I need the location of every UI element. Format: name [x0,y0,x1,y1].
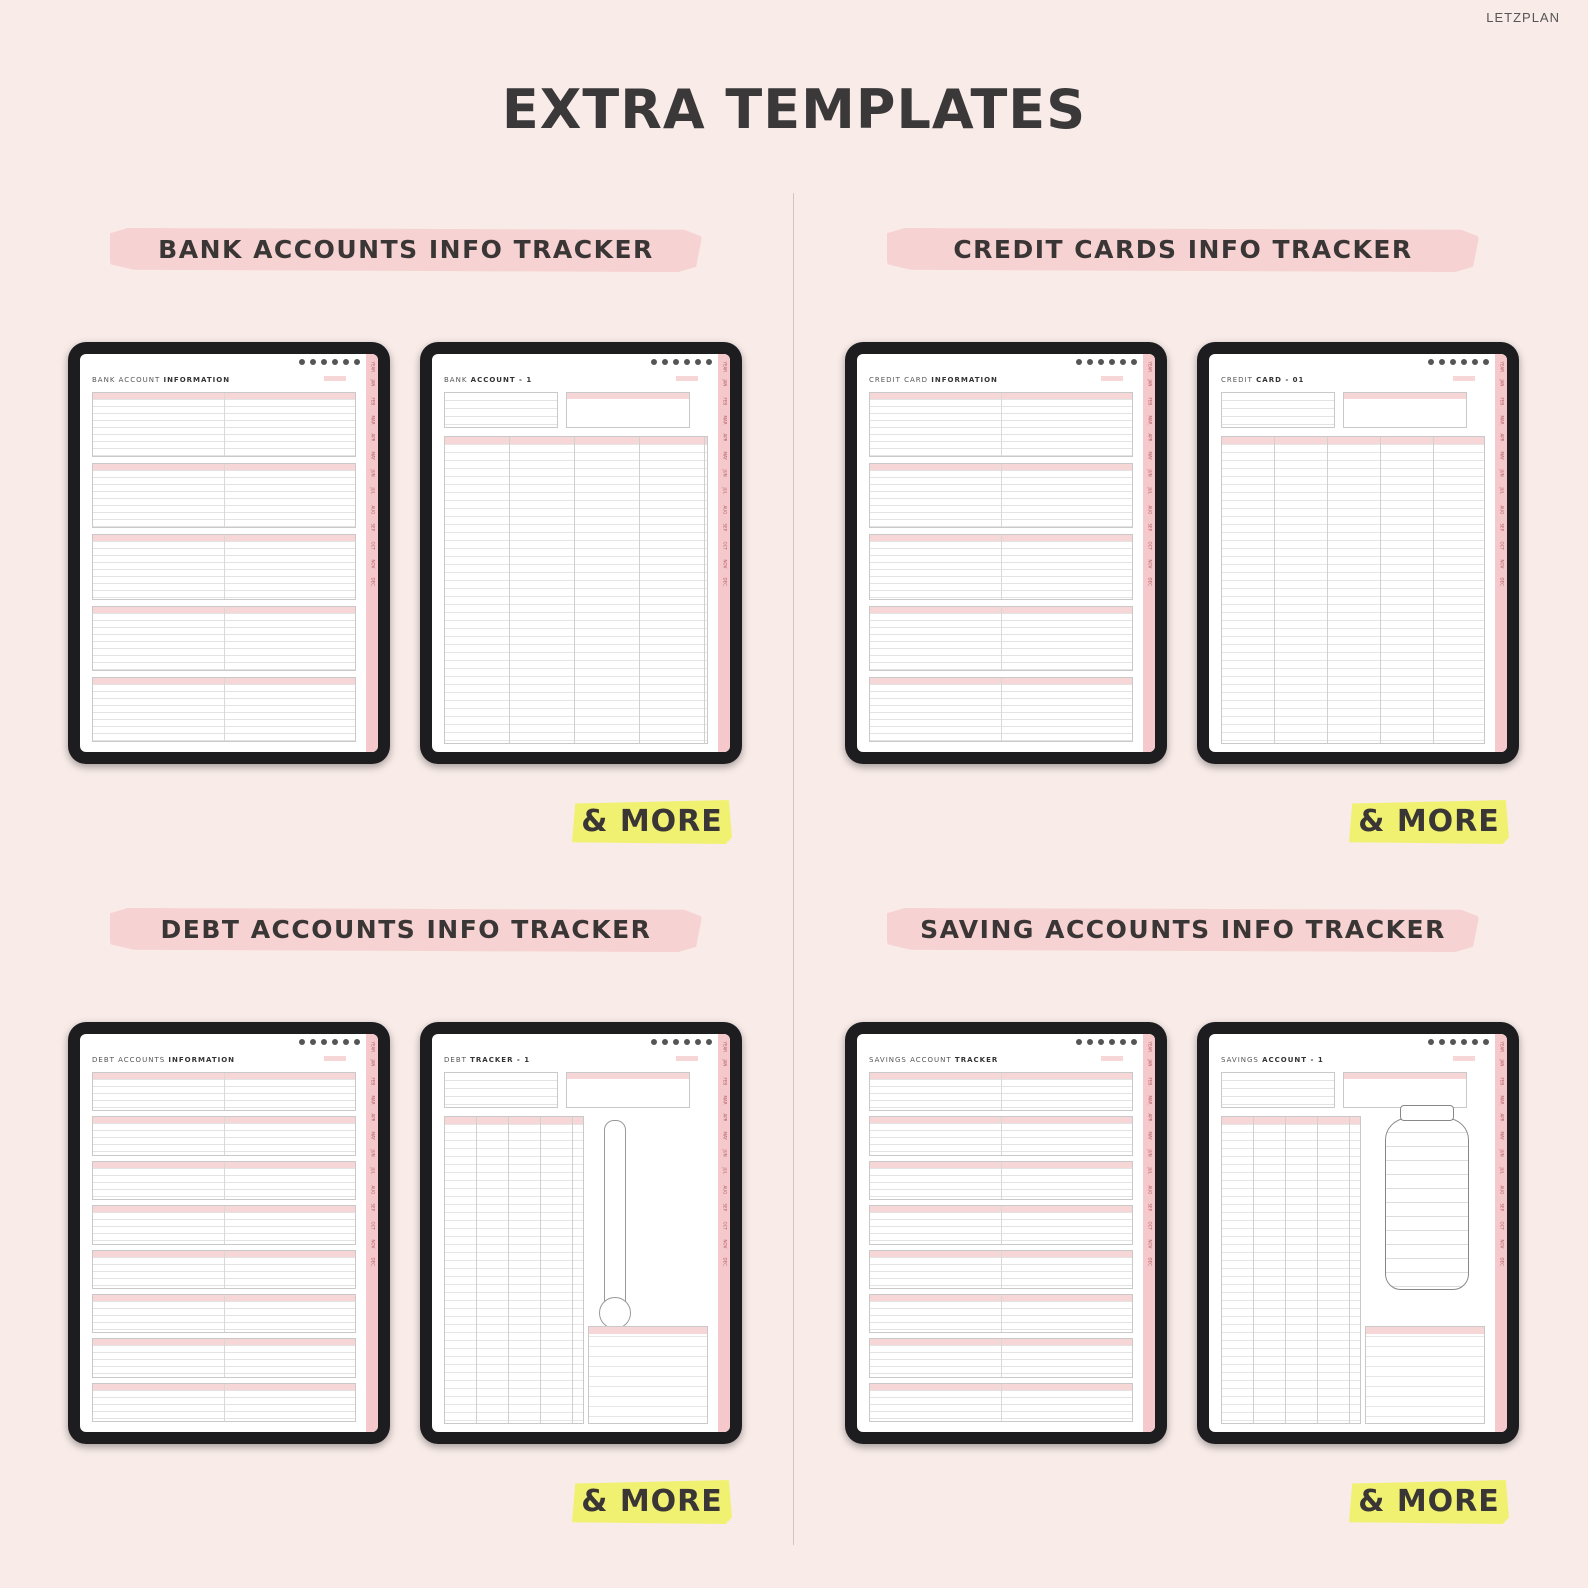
debt-block [92,1116,356,1155]
ledger-table [444,436,708,744]
month-tab[interactable]: FEB [1147,1077,1153,1086]
saving-block [869,1072,1133,1111]
month-tab[interactable]: APR [370,1113,376,1122]
tab-badge [324,1056,346,1061]
account-block [92,606,356,671]
more-label: & MORE [581,1484,723,1519]
month-tab[interactable]: YEAR [722,361,728,372]
month-tab[interactable]: DEC [1499,577,1505,586]
notes-box [1343,392,1467,428]
month-tab[interactable]: YEAR [370,361,376,372]
month-sidebar [1495,1034,1507,1432]
month-sidebar [718,1034,730,1432]
toolbar-icons [1428,1039,1489,1045]
tab-badge [1101,1056,1123,1061]
details-box [444,1072,558,1108]
month-tab[interactable]: NOV [370,559,376,569]
month-tab[interactable]: NOV [1499,559,1505,569]
card-block [869,677,1133,742]
saving-block [869,1205,1133,1244]
ledger-table [1221,1116,1361,1424]
month-sidebar [366,354,378,752]
month-sidebar [1143,354,1155,752]
screen [432,1034,730,1432]
section-title: CREDIT CARDS INFO TRACKER [953,235,1413,264]
screen [1209,1034,1507,1432]
month-sidebar [1143,1034,1155,1432]
saving-block [869,1250,1133,1289]
month-tab[interactable]: JUL [722,487,728,494]
month-tab[interactable]: JAN [370,379,376,387]
toolbar-icons [299,1039,360,1045]
month-tab[interactable]: JAN [1147,1059,1153,1067]
account-block [92,463,356,528]
toolbar-icons [1076,359,1137,365]
month-tab[interactable]: JAN [370,1059,376,1067]
page-heading: SAVINGS ACCOUNT - 1 [1221,1056,1324,1064]
tablet-left [68,342,390,764]
month-sidebar [1495,354,1507,752]
tablet-left [845,342,1167,764]
card-blocks [869,392,1133,742]
month-tab[interactable]: SEP [1499,523,1505,531]
month-tab[interactable]: JAN [722,1059,728,1067]
tablet-left [845,1022,1167,1444]
card-block [869,534,1133,599]
month-tab[interactable]: FEB [370,397,376,406]
page-heading: BANK ACCOUNT INFORMATION [92,376,231,384]
saving-block [869,1294,1133,1333]
month-tab[interactable]: MAR [722,415,728,425]
ledger-table [444,1116,584,1424]
month-tab[interactable]: MAR [1147,1095,1153,1105]
month-tab[interactable]: JAN [1499,379,1505,387]
section-title: BANK ACCOUNTS INFO TRACKER [158,235,654,264]
month-tab[interactable]: JUN [722,1149,728,1157]
month-tab[interactable]: DEC [370,1257,376,1266]
month-tab[interactable]: OCT [370,1221,376,1230]
screen [432,354,730,752]
month-tab[interactable]: MAY [1499,451,1505,460]
savings-jar-icon [1385,1118,1469,1290]
tab-badge [676,376,698,381]
account-block [92,677,356,742]
toolbar-icons [651,359,712,365]
month-tab[interactable]: DEC [722,577,728,586]
month-tab[interactable]: JUN [722,469,728,477]
section-title: SAVING ACCOUNTS INFO TRACKER [920,915,1446,944]
month-tab[interactable]: SEP [722,523,728,531]
month-tab[interactable]: JUN [1147,1149,1153,1157]
toolbar-icons [1428,359,1489,365]
debt-block [92,1205,356,1244]
screen [857,1034,1155,1432]
month-tab[interactable]: JUN [370,1149,376,1157]
screen [80,354,378,752]
month-tab[interactable]: DEC [1147,577,1153,586]
debt-block [92,1294,356,1333]
tab-badge [324,376,346,381]
month-tab[interactable]: MAR [1499,1095,1505,1105]
month-tab[interactable]: NOV [370,1239,376,1249]
toolbar-icons [651,1039,712,1045]
month-tab[interactable]: SEP [1147,1203,1153,1211]
month-tab[interactable]: JAN [722,379,728,387]
month-tab[interactable]: NOV [1499,1239,1505,1249]
month-tab[interactable]: NOV [1147,1239,1153,1249]
section-saving-accounts [777,870,1571,1550]
month-tab[interactable]: SEP [370,1203,376,1211]
page-heading: DEBT TRACKER - 1 [444,1056,531,1064]
debt-block [92,1383,356,1422]
month-tab[interactable]: MAR [1499,415,1505,425]
month-tab[interactable]: JUL [1499,1167,1505,1174]
card-block [869,606,1133,671]
month-tab[interactable]: JUN [1147,469,1153,477]
month-tab[interactable]: APR [1147,433,1153,442]
more-label: & MORE [581,804,723,839]
page-title: EXTRA TEMPLATES [501,78,1087,141]
debt-block [92,1250,356,1289]
notes-box [566,392,690,428]
month-tab[interactable]: YEAR [1147,361,1153,372]
month-tab[interactable]: MAR [370,415,376,425]
tab-badge [1101,376,1123,381]
tablet-right [1197,342,1519,764]
month-tab[interactable]: OCT [1499,1221,1505,1230]
debt-block [92,1072,356,1111]
month-tab[interactable]: YEAR [722,1041,728,1052]
month-sidebar [366,1034,378,1432]
page-heading: BANK ACCOUNT - 1 [444,376,533,384]
month-tab[interactable]: NOV [722,1239,728,1249]
month-tab[interactable]: NOV [1147,559,1153,569]
month-tab[interactable]: DEC [370,577,376,586]
month-tab[interactable]: SEP [370,523,376,531]
notes-box [566,1072,690,1108]
screen [857,354,1155,752]
tablet-left [68,1022,390,1444]
saving-block [869,1383,1133,1422]
month-tab[interactable]: AUG [1147,1185,1153,1195]
debt-blocks [92,1072,356,1422]
month-tab[interactable]: OCT [370,541,376,550]
more-label: & MORE [1358,1484,1500,1519]
month-tab[interactable]: OCT [1147,541,1153,550]
month-tab[interactable]: JUL [722,1167,728,1174]
tab-badge [1453,376,1475,381]
month-tab[interactable]: FEB [722,397,728,406]
month-tab[interactable]: JUL [1147,1167,1153,1174]
month-tab[interactable]: YEAR [1147,1041,1153,1052]
month-tab[interactable]: APR [1499,1113,1505,1122]
details-box [444,392,558,428]
month-tab[interactable]: AUG [1147,505,1153,515]
month-tab[interactable]: JUN [1499,469,1505,477]
section-bank-accounts [0,190,794,870]
month-tab[interactable]: AUG [370,505,376,515]
month-tab[interactable]: OCT [722,541,728,550]
month-tab[interactable]: FEB [1499,397,1505,406]
month-tab[interactable]: MAY [1499,1131,1505,1140]
section-credit-cards [777,190,1571,870]
month-tab[interactable]: SEP [1499,1203,1505,1211]
month-tab[interactable]: MAY [1147,1131,1153,1140]
month-sidebar [718,354,730,752]
page-heading: CREDIT CARD INFORMATION [869,376,998,384]
month-tab[interactable]: APR [370,433,376,442]
screen [1209,354,1507,752]
month-tab[interactable]: OCT [722,1221,728,1230]
month-tab[interactable]: FEB [1499,1077,1505,1086]
page-heading: DEBT ACCOUNTS INFORMATION [92,1056,236,1064]
month-tab[interactable]: MAY [1147,451,1153,460]
month-tab[interactable]: AUG [1499,1185,1505,1195]
notes-grid [1365,1326,1485,1424]
month-tab[interactable]: DEC [1147,1257,1153,1266]
notes-grid [588,1326,708,1424]
section-title: DEBT ACCOUNTS INFO TRACKER [160,915,652,944]
month-tab[interactable]: APR [722,1113,728,1122]
month-tab[interactable]: OCT [1499,541,1505,550]
month-tab[interactable]: SEP [722,1203,728,1211]
page-heading: SAVINGS ACCOUNT TRACKER [869,1056,999,1064]
month-tab[interactable]: MAY [370,1131,376,1140]
tablet-right [420,1022,742,1444]
card-block [869,392,1133,457]
month-tab[interactable]: MAY [722,451,728,460]
month-tab[interactable]: MAR [722,1095,728,1105]
month-tab[interactable]: JUN [1499,1149,1505,1157]
debt-block [92,1161,356,1200]
month-tab[interactable]: OCT [1147,1221,1153,1230]
month-tab[interactable]: DEC [1499,1257,1505,1266]
month-tab[interactable]: MAR [1147,415,1153,425]
tab-badge [1453,1056,1475,1061]
month-tab[interactable]: MAY [370,451,376,460]
account-block [92,392,356,457]
thermometer-icon [604,1120,626,1318]
tablet-right [1197,1022,1519,1444]
saving-blocks [869,1072,1133,1422]
month-tab[interactable]: FEB [722,1077,728,1086]
account-blocks [92,392,356,742]
page-heading: CREDIT CARD - 01 [1221,376,1305,384]
month-tab[interactable]: FEB [370,1077,376,1086]
month-tab[interactable]: MAY [722,1131,728,1140]
saving-block [869,1338,1133,1377]
month-tab[interactable]: AUG [722,1185,728,1195]
month-tab[interactable]: JUN [370,469,376,477]
month-tab[interactable]: YEAR [1499,361,1505,372]
screen [80,1034,378,1432]
card-block [869,463,1133,528]
month-tab[interactable]: APR [1499,433,1505,442]
month-tab[interactable]: DEC [722,1257,728,1266]
month-tab[interactable]: JUL [370,487,376,494]
saving-block [869,1116,1133,1155]
month-tab[interactable]: JUL [1499,487,1505,494]
details-box [1221,392,1335,428]
month-tab[interactable]: YEAR [1499,1041,1505,1052]
month-tab[interactable]: YEAR [370,1041,376,1052]
month-tab[interactable]: JUL [370,1167,376,1174]
month-tab[interactable]: SEP [1147,523,1153,531]
month-tab[interactable]: AUG [722,505,728,515]
month-tab[interactable]: AUG [370,1185,376,1195]
month-tab[interactable]: APR [1147,1113,1153,1122]
month-tab[interactable]: AUG [1499,505,1505,515]
brand-label: LETZPLAN [1486,10,1560,25]
month-tab[interactable]: JAN [1499,1059,1505,1067]
ledger-table [1221,436,1485,744]
month-tab[interactable]: NOV [722,559,728,569]
month-tab[interactable]: FEB [1147,397,1153,406]
toolbar-icons [1076,1039,1137,1045]
month-tab[interactable]: MAR [370,1095,376,1105]
toolbar-icons [299,359,360,365]
month-tab[interactable]: JAN [1147,379,1153,387]
tab-badge [676,1056,698,1061]
notes-box [1343,1072,1467,1108]
month-tab[interactable]: APR [722,433,728,442]
more-label: & MORE [1358,804,1500,839]
saving-block [869,1161,1133,1200]
account-block [92,534,356,599]
details-box [1221,1072,1335,1108]
section-debt-accounts [0,870,794,1550]
tablet-right [420,342,742,764]
debt-block [92,1338,356,1377]
month-tab[interactable]: JUL [1147,487,1153,494]
